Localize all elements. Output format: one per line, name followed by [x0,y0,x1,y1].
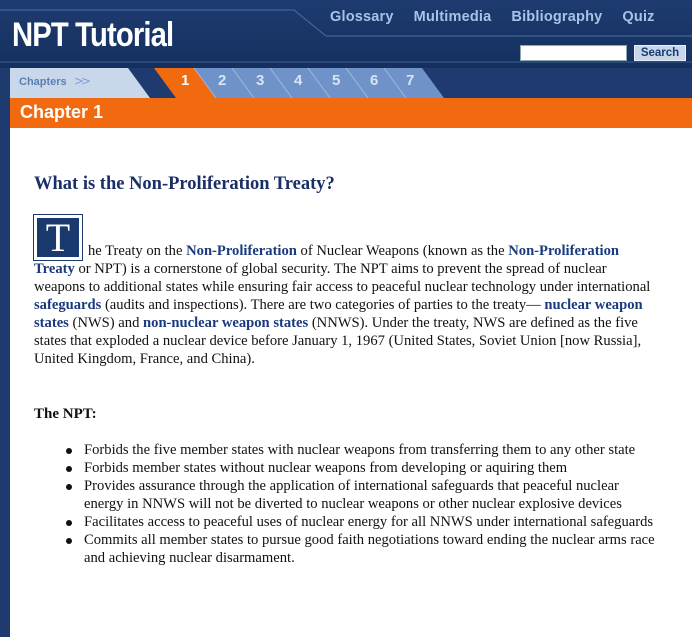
search-button[interactable]: Search [634,45,686,61]
page-heading: What is the Non-Proliferation Treaty? [34,174,335,194]
drop-cap: T [34,215,82,260]
chapter-title: Chapter 1 [20,102,104,122]
site-title[interactable]: NPT Tutorial [12,16,174,54]
list-item: Forbids the five member states with nuclear weapons from transferring them to any other state [60,441,660,459]
tab-chapter-3[interactable]: 3 [256,72,265,89]
chapter-banner [10,98,692,128]
glossary-link[interactable]: safeguards [34,297,102,313]
top-nav [330,9,655,25]
tab-chapter-4[interactable]: 4 [294,72,303,89]
paragraph-text: (NWS) and [68,315,144,331]
site-header [0,0,692,68]
search-input[interactable] [520,45,627,61]
npt-subheading: The NPT: [34,406,97,422]
tab-shapes [0,68,692,98]
nav-bibliography[interactable]: Bibliography [511,9,603,25]
nav-quiz[interactable]: Quiz [622,9,655,25]
chapters-arrows-icon: >> [74,74,89,88]
paragraph-text: (NNWS). Under the treaty, NWS are defined as the five states that exploded a nuclear device before January 1, 1967 (United States, Soviet Union [now Russia], United Kingdom, France, and China). [34,315,642,367]
list-item: Forbids member states without nuclear weapons from developing or aquiring them [60,459,660,477]
glossary-link[interactable]: non-nuclear weapon states [143,315,309,331]
tab-chapter-2[interactable]: 2 [218,72,227,89]
list-item: Facilitates access to peaceful uses of nuclear energy for all NNWS under international safeguards [60,513,660,531]
tab-chapter-6[interactable]: 6 [370,72,379,89]
paragraph-text: he Treaty on the [88,243,187,259]
list-item: Commits all member states to pursue good faith negotiations toward ending the nuclear arms race and achieving nuclear disarmament. [60,531,660,567]
list-item: Provides assurance through the application of international safeguards that peaceful nuclear energy in NNWS will not be diverted to nuclear weapons or other nuclear explosive devices [60,477,660,513]
npt-provisions-list [60,441,660,567]
paragraph-text: (audits and inspections). There are two categories of parties to the treaty— [101,297,545,313]
glossary-link[interactable]: Non-Proliferation [186,243,297,259]
nav-multimedia[interactable]: Multimedia [413,9,492,25]
paragraph-text: or NPT) is a cornerstone of global security. The NPT aims to prevent the spread of nuclear weapons to additional states while ensuring fair access to peaceful nuclear technology under international [34,261,651,295]
left-rail [0,98,10,637]
glossary-link[interactable]: Non-Proliferation Treaty [34,243,620,277]
paragraph-text: of Nuclear Weapons (known as the [296,243,509,259]
tab-chapter-5[interactable]: 5 [332,72,341,89]
tab-chapter-1[interactable]: 1 [181,72,190,89]
glossary-link[interactable]: nuclear weapon states [34,297,643,331]
chapters-label: Chapters [19,76,67,88]
tab-chapter-7[interactable]: 7 [406,72,415,89]
chapter-tab-bar [0,68,692,98]
intro-paragraph [34,242,660,368]
nav-glossary[interactable]: Glossary [330,9,394,25]
